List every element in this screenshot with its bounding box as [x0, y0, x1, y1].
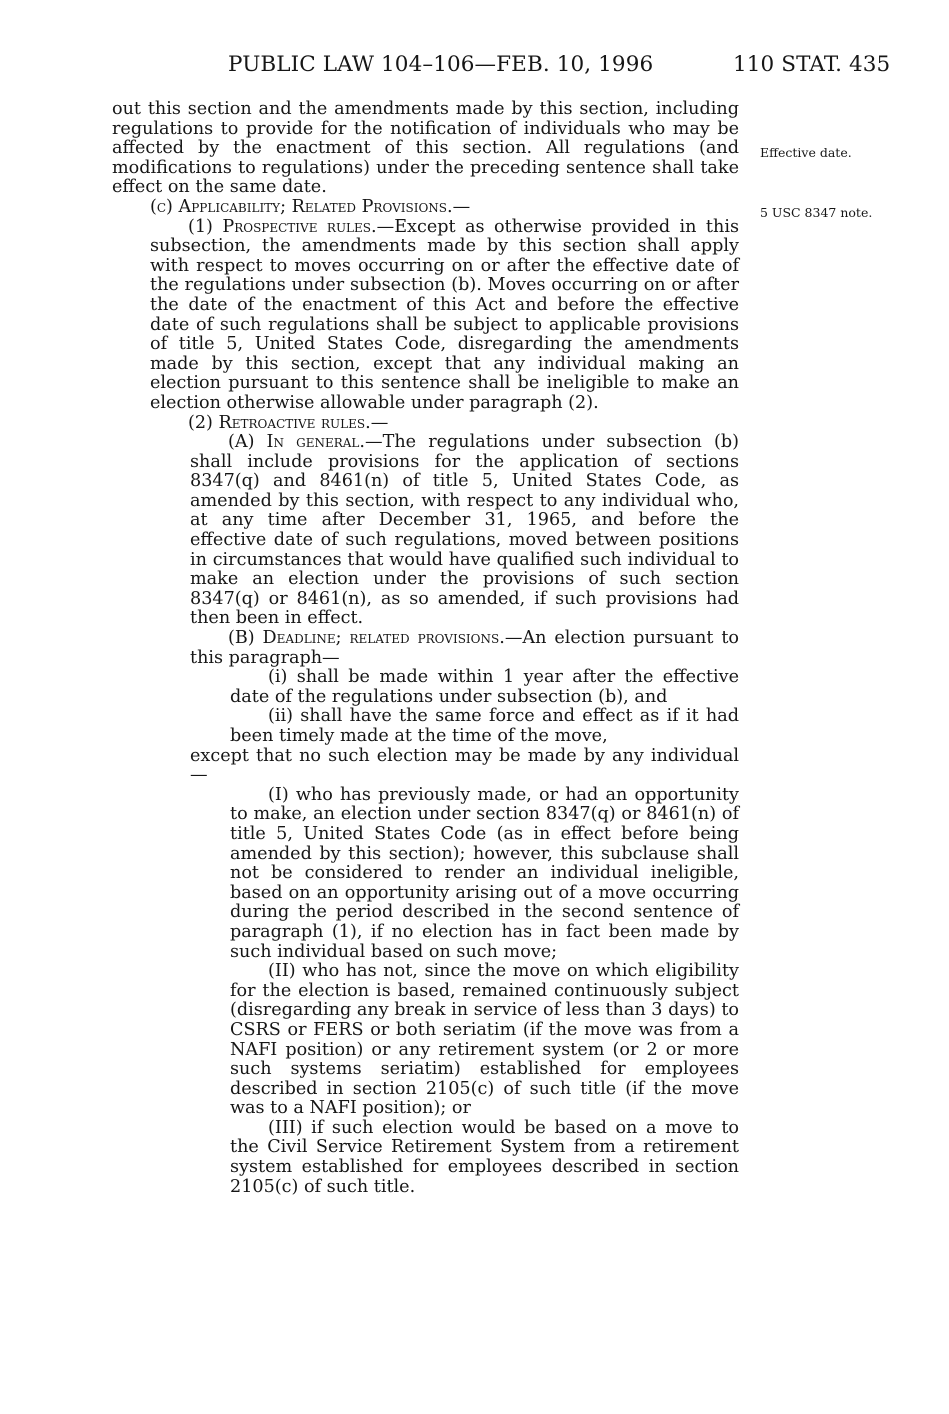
subparagraph-a [112, 433, 739, 629]
subsection-c-heading [112, 198, 739, 218]
paragraph-2-heading [112, 414, 739, 434]
margin-note-usc: 5 USC 8347 note. [760, 205, 873, 220]
subclause-I: (I) who has previously made, or had an opportunity to make, an election under section 8347(q) or 8461(n) of title 5, United States Code (as in effect before being amended by this section); however, this subclause shall not be considered to render an individual ineligible, based on an opportunity arising out of a move occurring during the period described in the second sentence of paragraph (1), if no election has in fact been made by such individual based on such move; [230, 784, 739, 962]
page-citation: 110 STAT. 435 [733, 52, 891, 77]
subparagraph-b [112, 629, 739, 668]
paragraph-2-heading-text: (2) Retroactive rules.— [188, 412, 389, 433]
clause-ii: (ii) shall have the same force and effect as if it had been timely made at the time of the move, [230, 706, 739, 746]
paragraph-1-heading: (1) Prospective rules. [188, 216, 377, 237]
subclause-III: (III) if such election would be based on a move to the Civil Service Retirement System from a retirement system established for employees described in section 2105(c) of such title. [230, 1117, 739, 1197]
paragraph-1-body: —Except as otherwise provided in this subsection, the amendments made by this section shall apply with respect to moves occurring on or after the effective date of the regulations under subsection (b). Moves occurring on or after the date of the enactment of this Act and before the effective date of such regulations shall be subject to applicable provisions of title 5, United States Code, disregarding the amendments made by this section, except that any individual making an election pursuant to this sentence shall be ineligible to make an election otherwise allowable under paragraph (2). [150, 216, 739, 413]
paragraph-continuation: out this section and the amendments made by this section, including regulations to provide for the notification of individuals who may be affected by the enactment of this section. All regulations (and modifications to regulations) under the preceding sentence shall take effect on the same date. [112, 99, 739, 198]
subparagraph-a-body: —The regulations under subsection (b) shall include provisions for the application of sections 8347(q) and 8461(n) of title 5, United States Code, as amended by this section, with respect to any individual who, at any time after December 31, 1965, and before the effective date of such regulations, moved between positions in circumstances that would have qualified such individual to make an election under the provisions of such section 8347(q) or 8461(n), as so amended, if such provisions had then been in effect. [190, 432, 740, 629]
running-head-title: PUBLIC LAW 104–106—FEB. 10, 1996 [228, 52, 654, 77]
except-clause: except that no such election may be made by any individual— [190, 745, 739, 786]
subparagraph-b-body: —An election pursuant to this paragraph— [190, 628, 739, 668]
subparagraph-b-heading: (B) Deadline; related provisions. [228, 628, 505, 649]
clause-i: (i) shall be made within 1 year after the effective date of the regulations under subsection (b), and [230, 667, 739, 707]
paragraph-1 [112, 218, 739, 414]
document-body [112, 100, 739, 1197]
subsection-c-heading-text: (c) Applicability; Related Provisions.— [150, 196, 471, 217]
subclause-II: (II) who has not, since the move on which eligibility for the election is based, remained continuously subject (disregarding any break in service of less than 3 days) to CSRS or FERS or both seriatim (if the move was from a NAFI position) or any retirement system (or 2 or more such systems seriatim) established for employees described in section 2105(c) of such title (if the move was to a NAFI position); or [230, 961, 739, 1119]
margin-note-effective-date: Effective date. [760, 145, 852, 160]
subparagraph-a-heading: (A) In general. [228, 432, 365, 453]
